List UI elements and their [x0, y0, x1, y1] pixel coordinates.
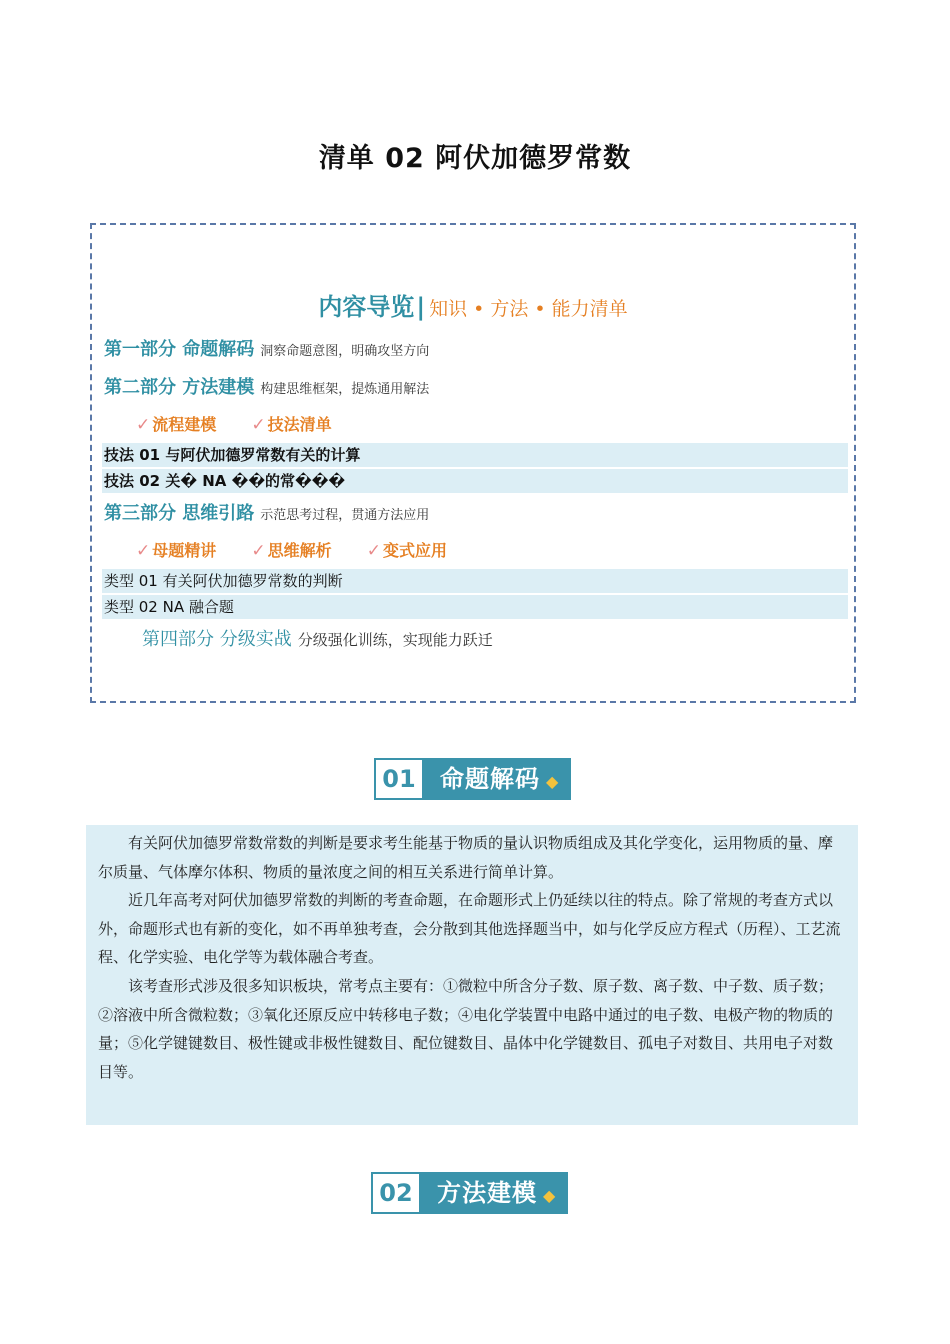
- toc-heading-bar: |: [416, 293, 426, 321]
- toc-part-2-rows: [102, 443, 848, 495]
- toc-part-3: [104, 499, 429, 525]
- checkmark-icon: ✓: [251, 541, 266, 561]
- section-badge-1: [374, 758, 571, 800]
- toc-part-1-title: 第一部分 命题解码: [104, 339, 255, 360]
- toc-part-3-rows: [102, 569, 848, 621]
- toc-part-1-desc: 洞察命题意图，明确攻坚方向: [260, 344, 430, 359]
- toc-part-2-desc: 构建思维框架，提炼通用解法: [260, 382, 430, 397]
- toc-tag: ✓ 母题精讲: [136, 541, 217, 561]
- toc-part-2-title: 第二部分 方法建模: [104, 377, 255, 398]
- toc-part-2: [104, 373, 429, 399]
- toc-part-1: [104, 335, 429, 361]
- toc-row: 技法 01 与阿伏加德罗常数有关的计算: [102, 443, 848, 467]
- toc-tag: ✓ 技法清单: [251, 415, 332, 435]
- diamond-icon: ◆: [543, 1186, 557, 1205]
- toc-part-2-tags: [136, 412, 362, 435]
- toc-part-3-title: 第三部分 思维引路: [104, 503, 255, 524]
- toc-part-4: [142, 625, 493, 651]
- toc-part-3-tags: [136, 538, 477, 561]
- checkmark-icon: ✓: [251, 415, 266, 435]
- section-label: 命题解码 ◆: [424, 758, 571, 800]
- toc-tag: ✓ 变式应用: [366, 541, 447, 561]
- info-paragraph: 有关阿伏加德罗常数常数的判断是要求考生能基于物质的量认识物质组成及其化学变化，运用物质的量、摩尔质量、气体摩尔体积、物质的量浓度之间的相互关系进行简单计算。: [98, 834, 834, 881]
- toc-row: 技法 02 关� NA ��的常���: [102, 469, 848, 493]
- toc-row: 类型 02 NA 融合题: [102, 595, 848, 619]
- diamond-icon: ◆: [546, 772, 560, 791]
- toc-tag: ✓ 流程建模: [136, 415, 217, 435]
- section-label: 方法建模 ◆: [421, 1172, 568, 1214]
- toc-row: 类型 01 有关阿伏加德罗常数的判断: [102, 569, 848, 593]
- checkmark-icon: ✓: [136, 541, 151, 561]
- section-number: 02: [371, 1172, 421, 1214]
- toc-part-4-title: 第四部分 分级实战: [142, 629, 292, 650]
- toc-part-4-desc: 分级强化训练，实现能力跃迁: [297, 631, 493, 649]
- toc-tag: ✓ 思维解析: [251, 541, 332, 561]
- toc-heading-main: 内容导览: [318, 293, 415, 321]
- info-paragraph: 近几年高考对阿伏加德罗常数的判断的考查命题，在命题形式上仍延续以往的特点。除了常规的考查方式以外，命题形式也有新的变化，如不再单独考查，会分散到其他选择题当中，如与化学反应方程式（历程）、工艺流程、化学实验、电化学等为载体融合考查。: [98, 891, 841, 967]
- checkmark-icon: ✓: [136, 415, 151, 435]
- toc-part-3-desc: 示范思考过程，贯通方法应用: [260, 508, 430, 523]
- toc-heading-sub: 知识 • 方法 • 能力清单: [429, 298, 628, 320]
- section-badge-2: [371, 1172, 568, 1214]
- checkmark-icon: ✓: [366, 541, 381, 561]
- toc-heading: [92, 287, 854, 322]
- page-title: 清单 02 阿伏加德罗常数: [318, 143, 632, 174]
- toc-box: [90, 223, 856, 703]
- info-panel: [86, 825, 858, 1125]
- info-paragraph: 该考查形式涉及很多知识板块，常考点主要有：①微粒中所含分子数、原子数、离子数、中子数、质子数；②溶液中所含微粒数；③氧化还原反应中转移电子数；④电化学装置中电路中通过的电子数、电极产物的物质的量；⑤化学键键数目、极性键或非极性键数目、配位键数目、晶体中化学键数目、孤电子对数目、共用电子对数目等。: [98, 976, 834, 1081]
- section-number: 01: [374, 758, 424, 800]
